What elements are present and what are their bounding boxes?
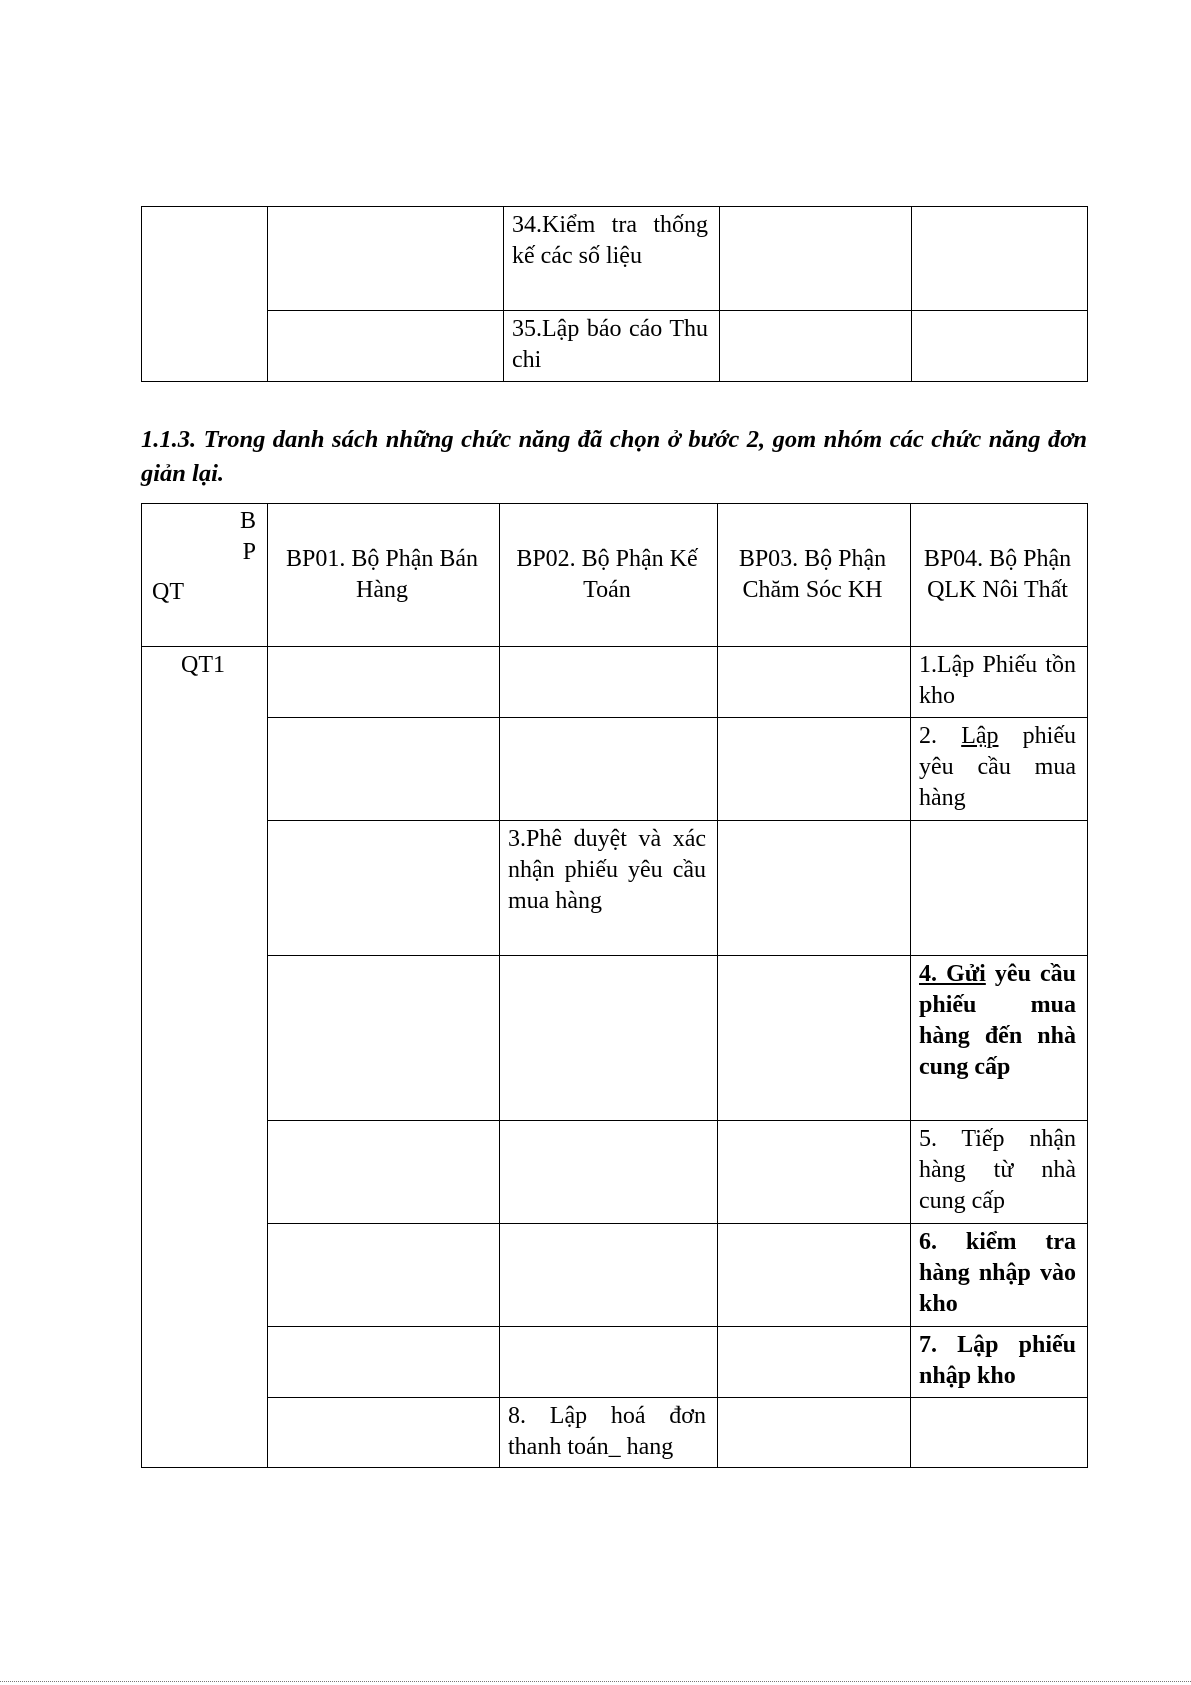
corner-qt-label: QT: [152, 579, 184, 605]
bp-cell: [268, 1121, 500, 1224]
bp-cell: [500, 647, 718, 718]
function-text: phiếu yêu cầu mua hàng: [919, 723, 1076, 811]
corner-header-cell: [142, 504, 268, 647]
corner-bp-label: B: [239, 508, 256, 534]
bp-cell: [268, 207, 504, 311]
grouped-function-table: [141, 503, 1088, 1468]
function-text: yêu cầu phiếu mua hàng đến nhà cung cấp: [919, 961, 1076, 1080]
section-heading: 1.1.3. Trong danh sách những chức năng đã chọn ở bước 2, gom nhóm các chức năng đơn giản lại.: [141, 426, 1087, 487]
function-cell: [500, 1398, 718, 1468]
column-header-bp03: BP03. Bộ Phận Chăm Sóc KH: [718, 504, 911, 647]
bp-cell: [718, 1121, 911, 1224]
qt-group-cell: QT1: [142, 647, 268, 1468]
bp-cell: [718, 956, 911, 1121]
table-row: [142, 1398, 1088, 1468]
column-header-bp01: BP01. Bộ Phận Bán Hàng: [268, 504, 500, 647]
table-row: [142, 821, 1088, 956]
function-cell: [911, 956, 1088, 1121]
table-row: [142, 1121, 1088, 1224]
header-row: [142, 504, 1088, 647]
column-header-bp04: BP04. Bộ Phận QLK Nôi Thất: [911, 504, 1088, 647]
bp-cell: [718, 1327, 911, 1398]
bp-cell: [718, 821, 911, 956]
bp-cell: [718, 647, 911, 718]
function-text: 2.: [919, 723, 962, 749]
bp-cell: [911, 1398, 1088, 1468]
continued-function-table: [141, 206, 1088, 382]
table-row: [142, 956, 1088, 1121]
function-cell: 34.Kiểm tra thống kế các số liệu: [504, 207, 720, 311]
table-row: [142, 1224, 1088, 1327]
bp-cell: [718, 718, 911, 821]
bp-cell: [268, 311, 504, 382]
table-row: [142, 311, 1088, 382]
bp-cell: [268, 956, 500, 1121]
function-cell: 3.Phê duyệt và xác nhận phiếu yêu cầu mua hàng: [500, 821, 718, 956]
bp-cell: [500, 718, 718, 821]
column-header-bp02: BP02. Bộ Phận Kế Toán: [500, 504, 718, 647]
bp-cell: [718, 1224, 911, 1327]
function-cell: 35.Lập báo cáo Thu chi: [504, 311, 720, 382]
bp-cell: [500, 1121, 718, 1224]
bp-cell: [911, 821, 1088, 956]
function-text-underlined: 4. Gửi: [919, 961, 986, 987]
bp-cell: [500, 1224, 718, 1327]
table-row: [142, 1327, 1088, 1398]
bp-cell: [500, 1327, 718, 1398]
page-bottom-rule: [0, 1681, 1191, 1682]
function-cell: [911, 718, 1088, 821]
table-row: [142, 718, 1088, 821]
function-cell: 5. Tiếp nhận hàng từ nhà cung cấp: [911, 1121, 1088, 1224]
bp-cell: [720, 207, 912, 311]
bp-cell: [912, 207, 1088, 311]
table-row: [142, 647, 1088, 718]
bp-cell: [912, 311, 1088, 382]
bp-cell: [720, 311, 912, 382]
bp-cell: [268, 718, 500, 821]
bp-cell: [268, 821, 500, 956]
function-text-underlined: Lập: [961, 723, 999, 749]
bp-cell: [268, 1224, 500, 1327]
function-cell: 7. Lập phiếu nhập kho: [911, 1327, 1088, 1398]
bp-cell: [500, 956, 718, 1121]
bp-cell: [268, 1327, 500, 1398]
bp-cell: [268, 647, 500, 718]
function-text: 8. Lập hoá đơn thanh toán_ hang: [508, 1403, 706, 1460]
table-row: [142, 207, 1088, 311]
corner-bp-label: P: [242, 539, 256, 565]
bp-cell: [268, 1398, 500, 1468]
bp-cell: [718, 1398, 911, 1468]
function-cell: 6. kiểm tra hàng nhập vào kho: [911, 1224, 1088, 1327]
qt-cell: [142, 207, 268, 382]
function-cell: 1.Lập Phiếu tồn kho: [911, 647, 1088, 718]
